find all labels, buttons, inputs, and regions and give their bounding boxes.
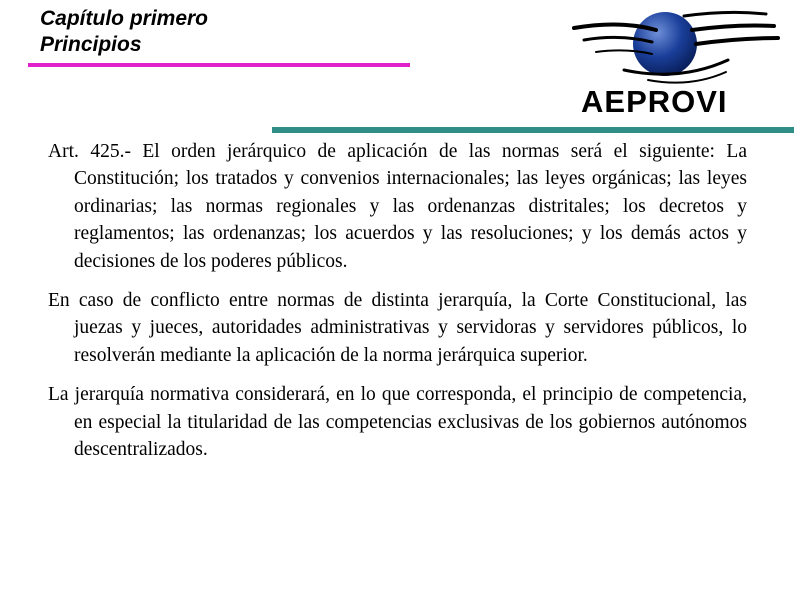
- section-title: Principios: [40, 33, 142, 56]
- header-divider: [272, 127, 794, 133]
- paragraph-competence-principle: La jerarquía normativa considerará, en lo que corresponda, el principio de competencia, en especial la titularidad de las competencias exclusivas de los gobiernos autónomos descentralizados.: [48, 384, 747, 461]
- paragraph-article-425: Art. 425.- El orden jerárquico de aplicación de las normas será el siguiente: La Constitución; los tratados y convenios internacionales; las leyes orgánicas; las leyes ordinarias; las normas regionales y las ordenanzas distritales; los decretos y reglamentos; las ordenanzas; los acuerdos y las resoluciones; y los demás actos y decisiones de los poderes públicos.: [48, 141, 747, 272]
- logo-wordmark: AEPROVI: [581, 84, 728, 119]
- chapter-title: Capítulo primero: [40, 7, 209, 30]
- article-body: [48, 138, 747, 463]
- title-underline: [28, 63, 410, 67]
- globe-icon: [633, 12, 697, 76]
- slide-header: [40, 6, 208, 58]
- paragraph-conflict-resolution: En caso de conflicto entre normas de distinta jerarquía, la Corte Constitucional, las juezas y jueces, autoridades administrativas y servidoras y servidores públicos, lo resolverán mediante la aplicación de la norma jerárquica superior.: [48, 290, 747, 366]
